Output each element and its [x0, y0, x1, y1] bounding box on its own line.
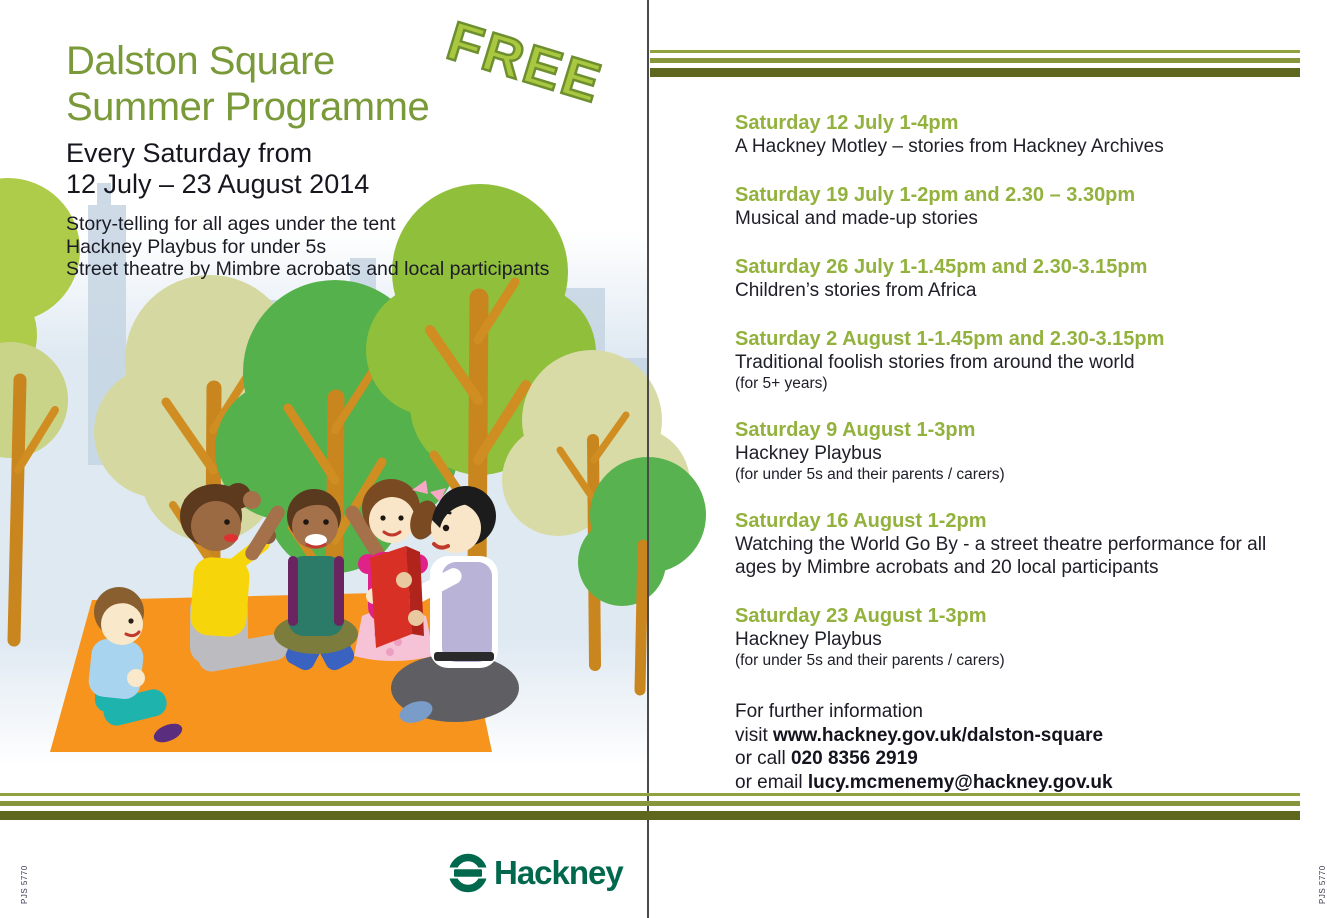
- contact-email: [735, 771, 1287, 795]
- title-line1: Dalston Square: [66, 39, 335, 83]
- right-panel: [650, 0, 1327, 918]
- event-item: [735, 184, 1287, 230]
- event-heading: Saturday 26 July 1-1.45pm and 2.30-3.15pm: [735, 256, 1148, 278]
- event-item: [735, 328, 1287, 393]
- email-address: lucy.mcmenemy@hackney.gov.uk: [807, 771, 1113, 793]
- event-heading: Saturday 16 August 1-2pm: [735, 510, 987, 532]
- event-body: Hackney Playbus: [735, 629, 882, 650]
- event-heading: Saturday 9 August 1-3pm: [735, 419, 976, 441]
- dates-line1: Every Saturday from: [66, 138, 313, 168]
- event-heading: Saturday 12 July 1-4pm: [735, 112, 959, 134]
- event-body: A Hackney Motley – stories from Hackney Archives: [735, 136, 1164, 157]
- event-item: [735, 510, 1287, 579]
- call-prefix: or call: [735, 748, 791, 769]
- left-panel: [0, 0, 648, 918]
- event-note: (for under 5s and their parents / carers): [735, 466, 1005, 483]
- print-code-left: PJS 5770: [20, 865, 29, 904]
- event-note: (for under 5s and their parents / carers): [735, 652, 1005, 669]
- print-code-right: PJS 5770: [1318, 865, 1327, 904]
- dates-subtitle: [66, 138, 369, 200]
- event-body: Musical and made-up stories: [735, 208, 978, 229]
- event-heading: Saturday 19 July 1-2pm and 2.30 – 3.30pm: [735, 184, 1136, 206]
- free-badge: FREE: [440, 9, 611, 115]
- page-title: [66, 38, 429, 130]
- event-item: [735, 112, 1287, 158]
- event-body: Traditional foolish stories from around the world: [735, 352, 1135, 373]
- website-url: www.hackney.gov.uk/dalston-square: [773, 724, 1104, 746]
- fold-divider-line: [647, 0, 649, 918]
- phone-number: 020 8356 2919: [790, 748, 918, 769]
- event-item: [735, 605, 1287, 670]
- event-body: Children’s stories from Africa: [735, 280, 977, 301]
- dates-line2: 12 July – 23 August 2014: [66, 169, 370, 199]
- hackney-roundel-icon: [448, 853, 488, 893]
- event-schedule: [735, 112, 1287, 794]
- event-body: Hackney Playbus: [735, 443, 882, 464]
- desc-line2: Hackney Playbus for under 5s: [66, 235, 327, 258]
- visit-prefix: visit: [735, 724, 773, 746]
- contact-visit: [735, 724, 1287, 748]
- contact-intro: For further information: [735, 701, 923, 722]
- event-item: [735, 419, 1287, 484]
- hackney-logo-text: Hackney: [494, 854, 623, 891]
- event-heading: Saturday 2 August 1-1.45pm and 2.30-3.15pm: [735, 328, 1165, 350]
- contact-info: [735, 700, 1287, 794]
- title-line2: Summer Programme: [66, 85, 430, 129]
- desc-line1: Story-telling for all ages under the tent: [66, 213, 396, 235]
- event-note: (for 5+ years): [735, 375, 828, 392]
- desc-line3: Street theatre by Mimbre acrobats and local participants: [66, 258, 550, 280]
- contact-call: [735, 747, 1287, 771]
- event-heading: Saturday 23 August 1-3pm: [735, 605, 987, 627]
- event-body: Watching the World Go By - a street theatre performance for all ages by Mimbre acrobats and 20 local participants: [735, 534, 1267, 578]
- email-prefix: or email: [735, 771, 808, 793]
- event-item: [735, 256, 1287, 302]
- programme-description: [66, 213, 549, 281]
- hackney-logo: [448, 853, 623, 893]
